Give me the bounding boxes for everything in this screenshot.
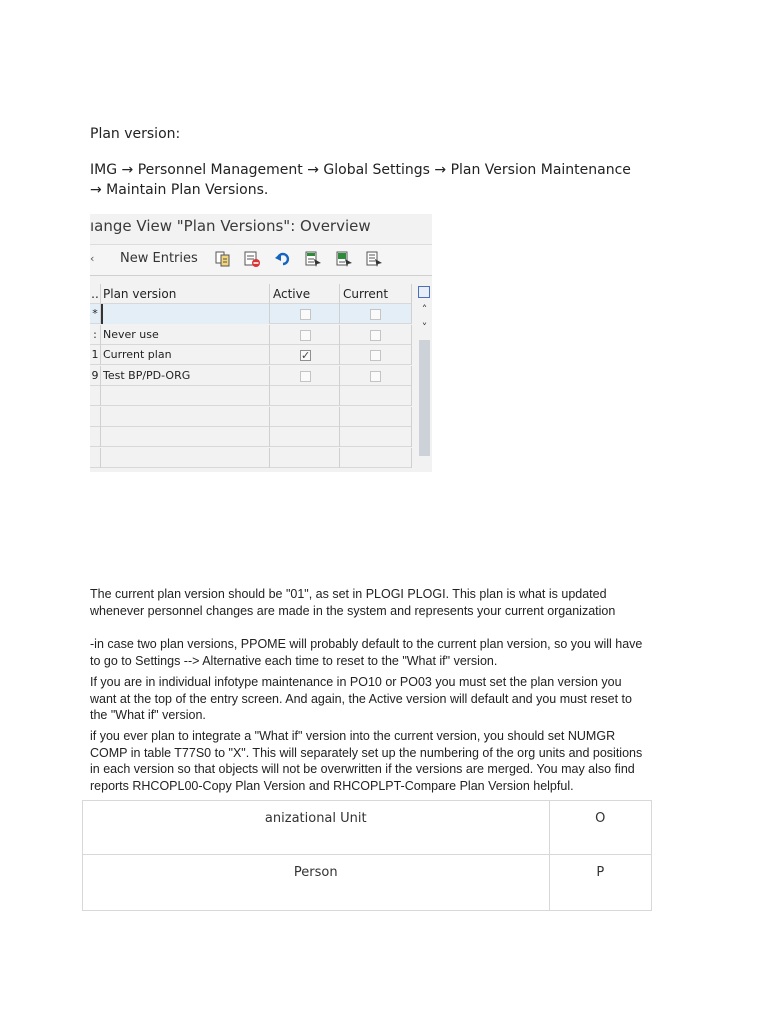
header-active[interactable]: Active [270, 284, 340, 304]
current-cell [340, 325, 412, 345]
column-config-icon[interactable] [418, 286, 430, 298]
img-path-line-2: → Maintain Plan Versions. [90, 182, 269, 198]
plan-version-cell[interactable]: Never use [101, 325, 270, 345]
img-path [90, 160, 690, 200]
toolbar-overflow-icon[interactable]: ‹ [90, 252, 95, 265]
scroll-thumb[interactable] [419, 340, 430, 456]
active-cell [270, 448, 340, 468]
paragraph-infotype [90, 674, 690, 724]
grid-row[interactable] [90, 448, 412, 468]
grid-row[interactable] [90, 386, 412, 406]
plan-version-cell[interactable] [101, 407, 270, 427]
new-entries-button[interactable]: New Entries [120, 251, 198, 266]
plan-version-cell[interactable]: Current plan [101, 345, 270, 365]
current-checkbox[interactable] [370, 330, 381, 341]
plan-version-cell[interactable] [101, 386, 270, 406]
scroll-down-icon[interactable]: ˅ [421, 321, 428, 334]
row-mark[interactable] [90, 386, 101, 406]
active-checkbox[interactable] [300, 330, 311, 341]
sap-toolbar [90, 244, 432, 276]
table-row [83, 855, 652, 911]
text-line: the "What if" version. [90, 708, 206, 722]
grid-row[interactable] [90, 325, 412, 345]
active-cell [270, 407, 340, 427]
row-mark[interactable] [90, 448, 101, 468]
grid-row[interactable] [90, 407, 412, 427]
object-label: anizational Unit [83, 801, 550, 855]
current-checkbox[interactable] [370, 371, 381, 382]
scroll-up-icon[interactable]: ˄ [421, 303, 428, 316]
current-cell [340, 448, 412, 468]
grid-row[interactable] [90, 366, 412, 386]
paragraph-current-plan [90, 586, 690, 619]
text-line: If you are in individual infotype maintenance in PO10 or PO03 you must set the plan version you [90, 675, 622, 689]
grid-row[interactable] [90, 427, 412, 447]
grid-header-row [90, 284, 412, 304]
text-line: COMP in table T77S0 to "X". This will separately set up the numbering of the org units and positions [90, 745, 643, 760]
object-label: Person [83, 855, 550, 911]
plan-version-cell[interactable] [101, 427, 270, 447]
row-mark[interactable]: : [90, 325, 101, 345]
header-mark: .. [90, 284, 101, 304]
img-path-line-1: IMG → Personnel Management → Global Settings → Plan Version Maintenance [90, 162, 631, 178]
active-checkbox[interactable] [300, 371, 311, 382]
copy-icon[interactable] [214, 250, 232, 268]
active-checkbox[interactable] [300, 309, 311, 320]
text-line: whenever personnel changes are made in the system and represents your current organization [90, 603, 616, 618]
sap-view-title: ıange View "Plan Versions": Overview [90, 217, 371, 235]
grid-scrollbar[interactable] [417, 284, 432, 472]
current-cell [340, 427, 412, 447]
active-cell [270, 386, 340, 406]
current-cell [340, 345, 412, 365]
select-all-icon[interactable] [304, 250, 322, 268]
row-mark[interactable] [90, 407, 101, 427]
paragraph-integrate [90, 728, 690, 794]
current-cell [340, 386, 412, 406]
section-heading: Plan version: [90, 126, 181, 142]
delete-icon[interactable] [243, 250, 261, 268]
object-type-table [82, 800, 652, 911]
deselect-icon[interactable] [365, 250, 383, 268]
text-line: want at the top of the entry screen. And again, the Active version will default and you must reset to [90, 691, 632, 706]
active-cell [270, 325, 340, 345]
row-mark[interactable]: * [90, 304, 101, 324]
plan-version-cell[interactable]: Test BP/PD-ORG [101, 366, 270, 386]
current-checkbox[interactable] [370, 309, 381, 320]
text-line: reports RHCOPL00-Copy Plan Version and RHCOPLPT-Compare Plan Version helpful. [90, 778, 574, 793]
grid-row[interactable] [90, 304, 412, 324]
current-checkbox[interactable] [370, 350, 381, 361]
text-line: The current plan version should be "01", as set in PLOGI PLOGI. This plan is what is updated [90, 587, 607, 601]
active-cell [270, 345, 340, 365]
undo-icon[interactable] [274, 250, 292, 268]
table-row [83, 801, 652, 855]
sap-screenshot [90, 214, 432, 472]
object-code: P [549, 855, 651, 911]
grid-row[interactable] [90, 345, 412, 365]
current-cell [340, 407, 412, 427]
plan-version-cell[interactable] [101, 448, 270, 468]
header-plan-version[interactable]: Plan version [101, 284, 270, 304]
current-cell [340, 366, 412, 386]
active-checkbox[interactable] [300, 350, 311, 361]
row-mark[interactable]: 9 [90, 366, 101, 386]
text-line: in each version so that objects will not be overwritten if the versions are merged. You may also find [90, 762, 635, 776]
active-cell [270, 366, 340, 386]
plan-version-input[interactable] [101, 304, 270, 324]
current-cell [340, 304, 412, 324]
row-mark[interactable]: 1 [90, 345, 101, 365]
active-cell [270, 304, 340, 324]
text-line: -in case two plan versions, PPOME will probably default to the current plan version, so you will have [90, 637, 643, 651]
active-cell [270, 427, 340, 447]
header-current[interactable]: Current [340, 284, 412, 304]
paragraph-two-versions [90, 636, 690, 669]
object-code: O [549, 801, 651, 855]
select-block-icon[interactable] [335, 250, 353, 268]
row-mark[interactable] [90, 427, 101, 447]
text-line: to go to Settings --> Alternative each time to reset to the "What if" version. [90, 653, 498, 668]
text-line: if you ever plan to integrate a "What if" version into the current version, you should set NUMGR [90, 729, 616, 743]
